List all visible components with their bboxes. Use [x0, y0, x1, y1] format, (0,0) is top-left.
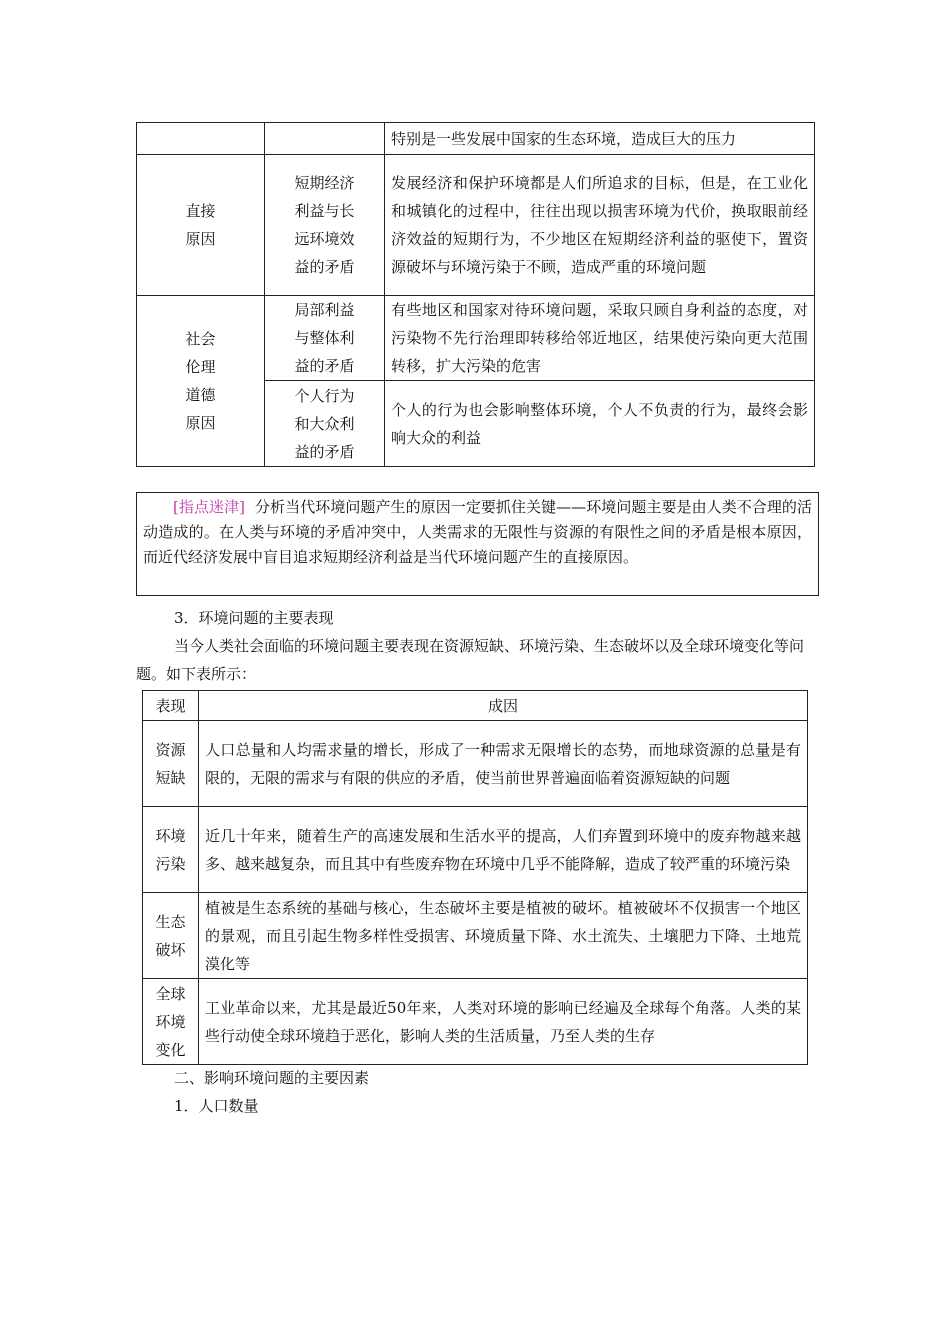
cause-category-text: 社会伦理道德原因 — [185, 330, 216, 432]
column-header: 表现 — [143, 691, 199, 721]
table-header-row — [143, 691, 808, 721]
manifestation-label-text: 生态破坏 — [155, 912, 186, 959]
section-heading: 3．环境问题的主要表现 — [174, 609, 334, 627]
table-cell: 特别是一些发展中国家的生态环境，造成巨大的压力 — [385, 123, 815, 155]
column-header: 成因 — [199, 691, 808, 721]
manifestation-label-text: 环境污染 — [155, 826, 186, 873]
section-intro: 当今人类社会面临的环境问题主要表现在资源短缺、环境污染、生态破坏以及全球环境变化等问题。如下表所示： — [136, 637, 805, 683]
cause-category — [137, 155, 265, 296]
tip-text: 分析当代环境问题产生的原因一定要抓住关键——环境问题主要是由人类不合理的活动造成的。在人类与环境的矛盾冲突中，人类需求的无限性与资源的有限性之间的矛盾是根本原因，而近代经济发展中盲目追求短期经济利益是当代环境问题产生的直接原因。 — [143, 498, 812, 566]
cause-description: 有些地区和国家对待环境问题，采取只顾自身利益的态度，对污染物不先行治理即转移给邻近地区，结果使污染向更大范围转移，扩大污染的危害 — [385, 296, 815, 381]
table-row — [143, 807, 808, 893]
manifestation-label-text: 资源短缺 — [155, 740, 186, 787]
cause-subcategory-text: 个人行为和大众利益的矛盾 — [294, 386, 355, 461]
cause-subcategory-text: 短期经济利益与长远环境效益的矛盾 — [294, 174, 355, 276]
table-row — [137, 296, 815, 381]
manifestation-cause: 近几十年来，随着生产的高速发展和生活水平的提高，人们弃置到环境中的废弃物越来越多、越来越复杂，而且其中有些废弃物在环境中几乎不能降解，造成了较严重的环境污染 — [199, 807, 808, 893]
tip-box — [136, 492, 819, 596]
cause-subcategory — [265, 155, 385, 296]
subsection-heading: 1．人口数量 — [174, 1097, 259, 1115]
cause-category — [137, 296, 265, 467]
manifestation-cause: 植被是生态系统的基础与核心，生态破坏主要是植被的破坏。植被破坏不仅损害一个地区的景观，而且引起生物多样性受损害、环境质量下降、水土流失、土壤肥力下降、土地荒漠化等 — [199, 893, 808, 979]
manifestations-table — [142, 690, 808, 1065]
manifestation-cause: 人口总量和人均需求量的增长，形成了一种需求无限增长的态势，而地球资源的总量是有限的，无限的需求与有限的供应的矛盾，使当前世界普遍面临着资源短缺的问题 — [199, 721, 808, 807]
cause-subcategory — [265, 296, 385, 381]
table-row — [143, 721, 808, 807]
cause-description: 个人的行为也会影响整体环境，个人不负责的行为，最终会影响大众的利益 — [385, 381, 815, 467]
section-heading: 二、影响环境问题的主要因素 — [174, 1069, 370, 1087]
manifestation-label-text: 全球环境变化 — [155, 984, 186, 1059]
table-cell — [265, 123, 385, 155]
cause-subcategory-text: 局部利益与整体利益的矛盾 — [294, 301, 355, 375]
cause-subcategory — [265, 381, 385, 467]
table-row — [143, 979, 808, 1065]
manifestation-label — [143, 807, 199, 893]
cause-description: 发展经济和保护环境都是人们所追求的目标，但是，在工业化和城镇化的过程中，往往出现以损害环境为代价，换取眼前经济效益的短期行为，不少地区在短期经济利益的驱使下，置资源破坏与环境污染于不顾，造成严重的环境问题 — [385, 155, 815, 296]
manifestation-cause: 工业革命以来，尤其是最近50年来，人类对环境的影响已经遍及全球每个角落。人类的某些行动使全球环境趋于恶化，影响人类的生活质量，乃至人类的生存 — [199, 979, 808, 1065]
causes-table — [136, 122, 815, 467]
table-cell — [137, 123, 265, 155]
cause-category-text: 直接原因 — [185, 202, 216, 248]
table-row — [137, 123, 815, 155]
manifestation-label — [143, 979, 199, 1065]
manifestation-label — [143, 893, 199, 979]
manifestation-label — [143, 721, 199, 807]
table-row — [143, 893, 808, 979]
table-row — [137, 155, 815, 296]
tip-tag: [指点迷津] — [173, 498, 245, 516]
